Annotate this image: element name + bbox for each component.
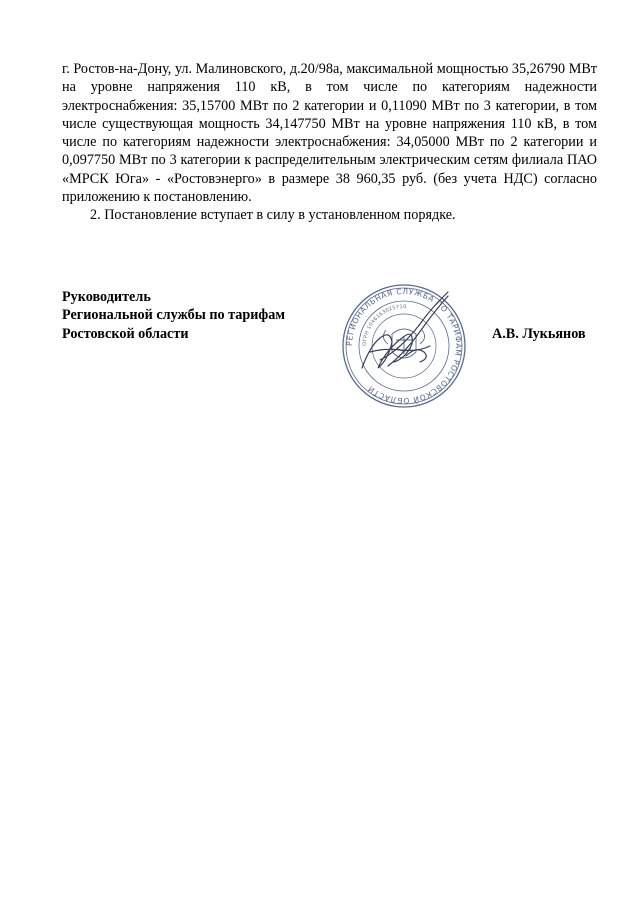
stamp-inner-text: ОГРН 1046163025710: [361, 303, 407, 347]
signatory-title-line-1: Руководитель: [62, 289, 151, 305]
stamp-outer-text: РЕГИОНАЛЬНАЯ СЛУЖБА ПО ТАРИФАМ РОСТОВСКОЙ ОБЛАСТИ: [344, 286, 464, 406]
signatory-name: А.В. Лукьянов: [492, 325, 586, 342]
document-body: [62, 60, 597, 225]
signatory-title-line-3: Ростовской области: [62, 325, 189, 342]
signatory-title-line-2: Региональной службы по тарифам: [62, 307, 286, 324]
paragraph-effective-clause: 2. Постановление вступает в силу в установленном порядке.: [90, 207, 456, 224]
signatory-title: [62, 288, 285, 343]
paragraph-tariff-details: г. Ростов-на-Дону, ул. Малиновского, д.20/98а, максимальной мощностью 35,26790 МВт на уровне напряжения 110 кВ, в том числе по категориям надежности электроснабжения: 35,15700 МВт по 2 категории и 0,11090 МВт по 3 категории, в том числе существующая мощность 34,147750 МВт на уровне напряжения 110 кВ, в том числе по категориям надежности электроснабжения: 34,05000 МВт по 2 категории и 0,097750 МВт по 3 категории к распределительным электрическим сетям филиала ПАО «МРСК Юга» - «Ростовэнерго» в размере 38 960,35 руб. (без учета НДС) согласно приложению к постановлению.: [62, 61, 597, 206]
official-seal-stamp: [340, 282, 468, 410]
